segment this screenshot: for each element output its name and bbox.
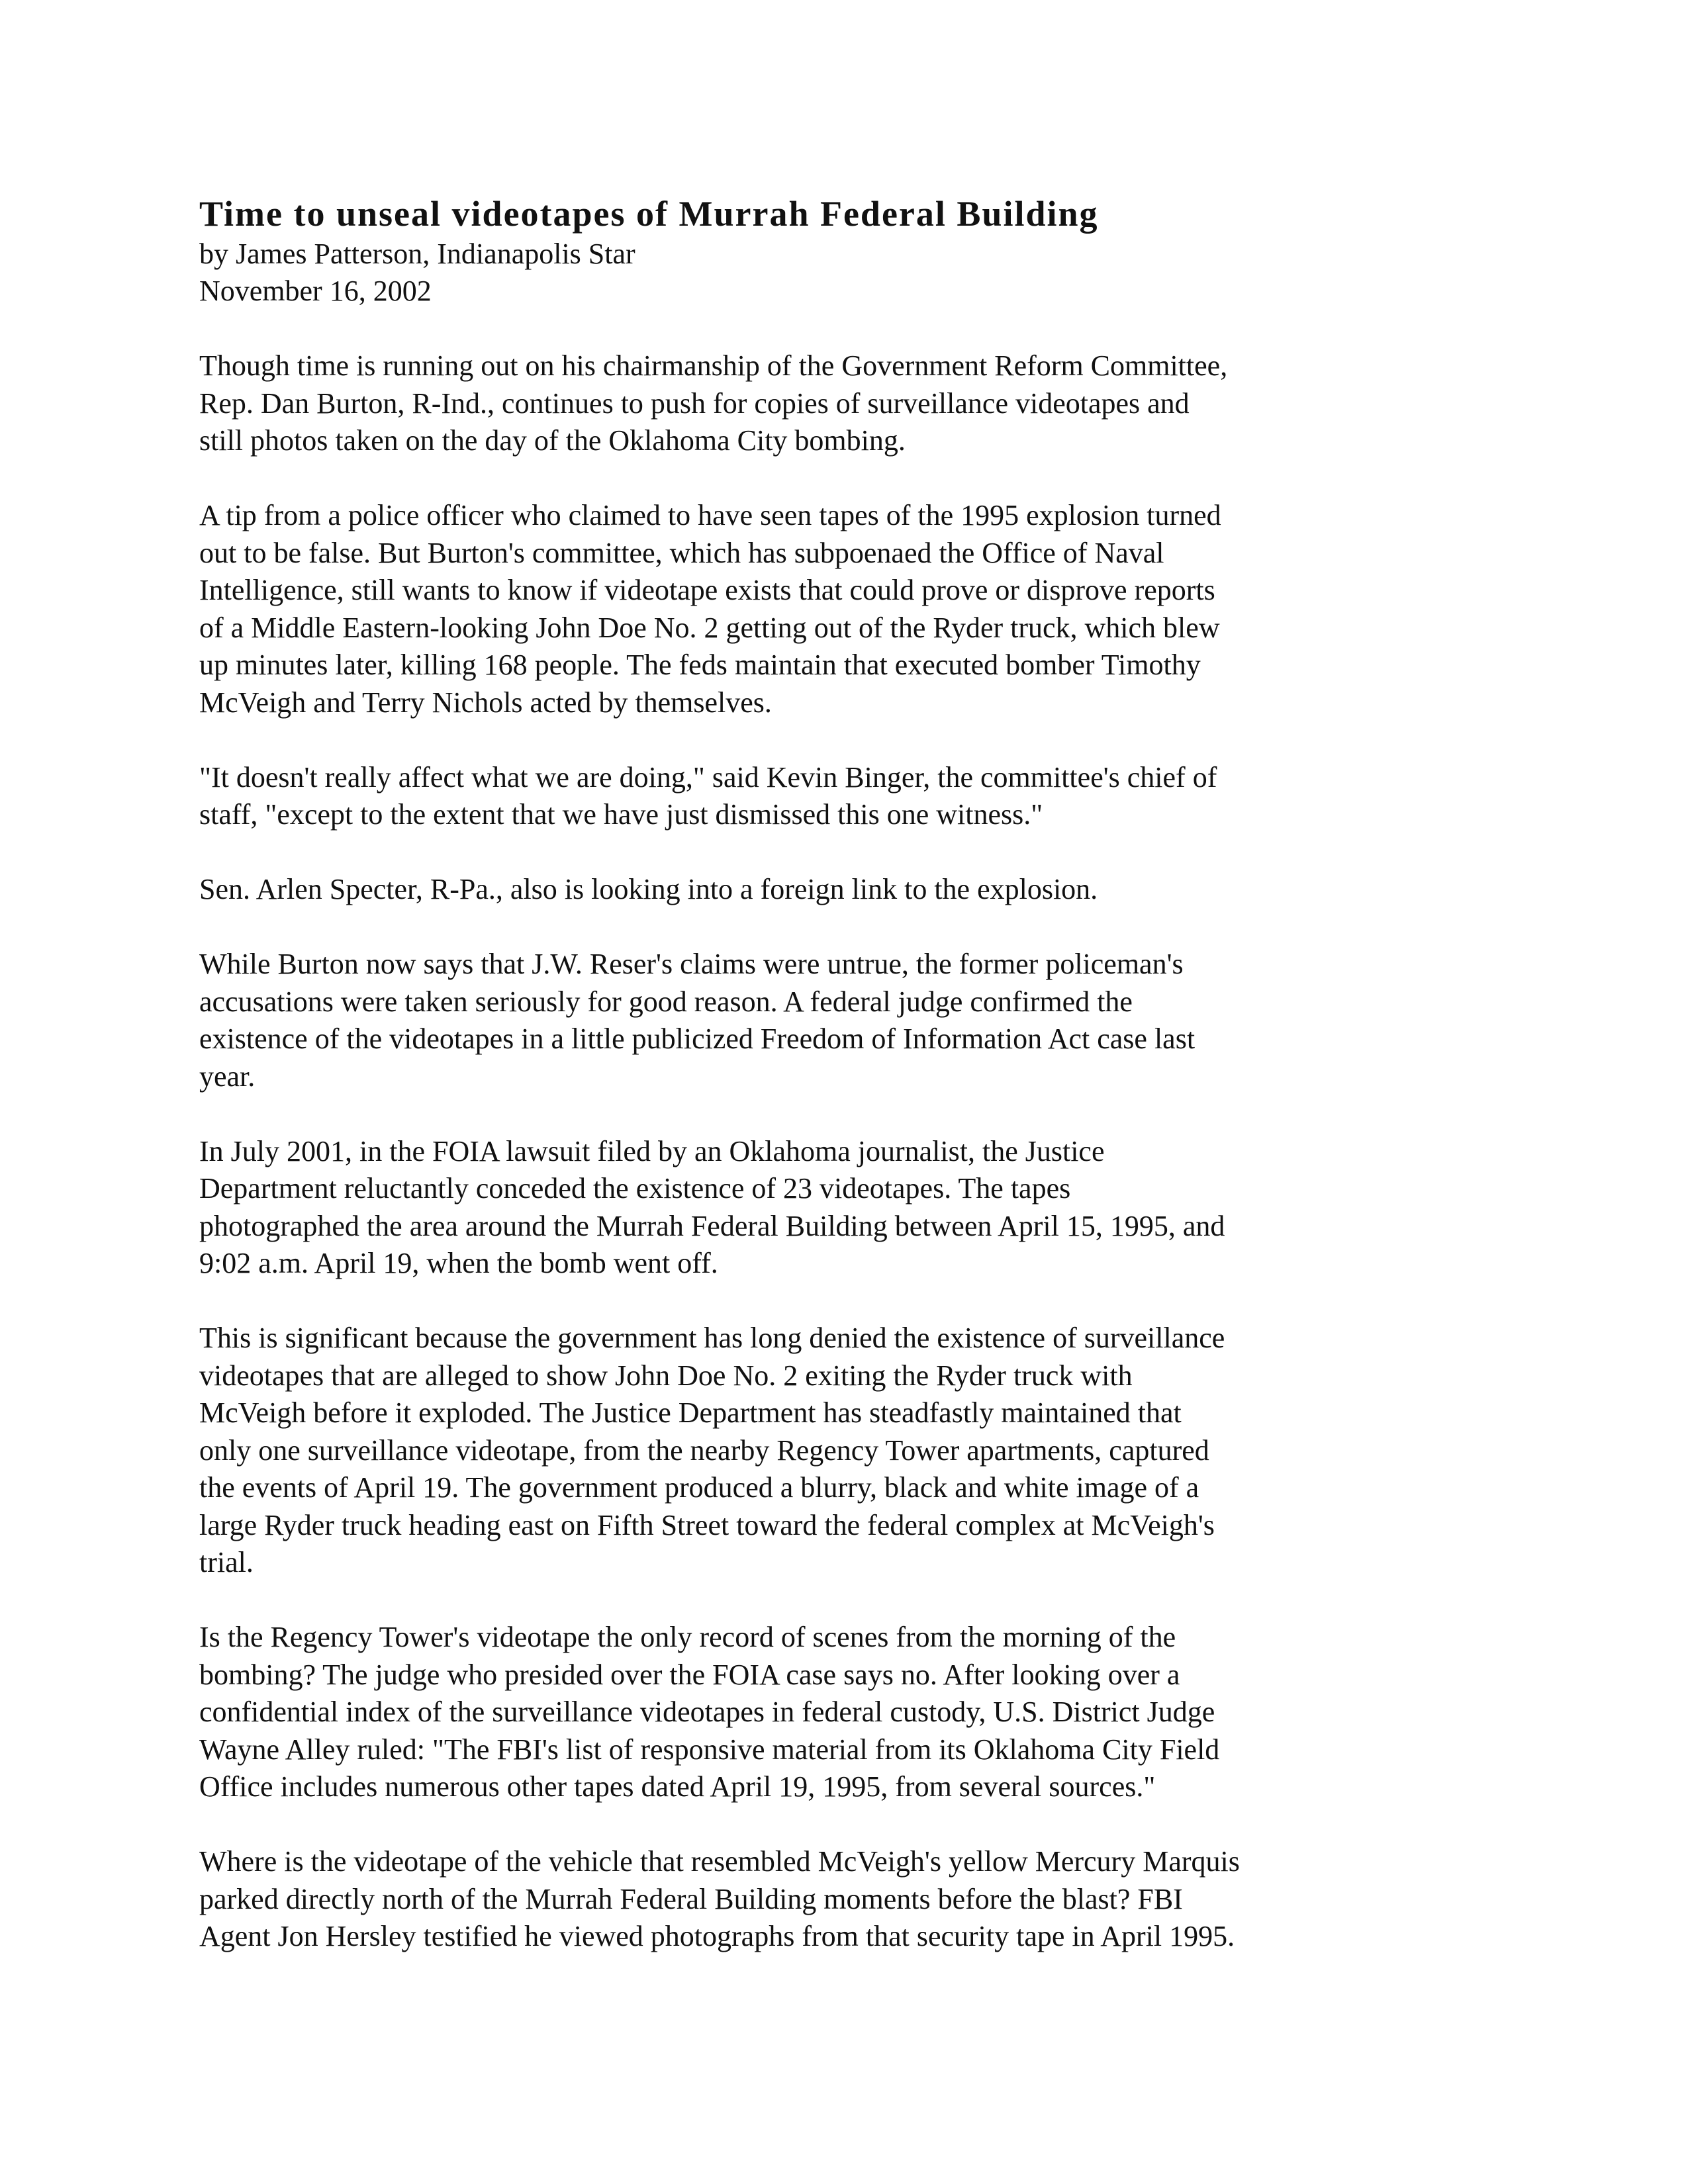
article-byline: by James Patterson, Indianapolis Star (199, 238, 635, 270)
paragraph-line: confidential index of the surveillance videotapes in federal custody, U.S. District Judge (199, 1696, 1215, 1728)
article-paragraph (199, 1133, 1490, 1283)
article-paragraph (199, 347, 1490, 460)
paragraph-line: out to be false. But Burton's committee, which has subpoenaed the Office of Naval (199, 536, 1164, 569)
article-paragraph (199, 759, 1490, 834)
paragraph-line: 9:02 a.m. April 19, when the bomb went off. (199, 1247, 718, 1279)
paragraph-line: Rep. Dan Burton, R-Ind., continues to push for copies of surveillance videotapes and (199, 387, 1190, 420)
paragraph-line: Is the Regency Tower's videotape the only record of scenes from the morning of the (199, 1621, 1176, 1653)
paragraph-line: Agent Jon Hersley testified he viewed photographs from that security tape in April 1995. (199, 1920, 1235, 1952)
paragraph-line: existence of the videotapes in a little publicized Freedom of Information Act case last (199, 1023, 1196, 1055)
paragraph-line: still photos taken on the day of the Oklahoma City bombing. (199, 424, 906, 457)
paragraph-line: only one surveillance videotape, from the nearby Regency Tower apartments, captured (199, 1433, 1209, 1467)
paragraph-line: Wayne Alley ruled: "The FBI's list of responsive material from its Oklahoma City Field (199, 1733, 1220, 1766)
paragraph-line: photographed the area around the Murrah Federal Building between April 15, 1995, and (199, 1209, 1225, 1242)
article-paragraph (199, 871, 1490, 909)
paragraph-line: McVeigh before it exploded. The Justice Department has steadfastly maintained that (199, 1396, 1182, 1429)
document-page (199, 192, 1490, 1993)
paragraph-line: Department reluctantly conceded the existence of 23 videotapes. The tapes (199, 1172, 1071, 1205)
paragraph-line: up minutes later, killing 168 people. The feds maintain that executed bomber Timothy (199, 649, 1201, 681)
paragraph-line: Intelligence, still wants to know if videotape exists that could prove or disprove reports (199, 574, 1215, 606)
article-paragraph (199, 1320, 1490, 1582)
paragraph-line: trial. (199, 1546, 254, 1578)
paragraph-line: large Ryder truck heading east on Fifth Street toward the federal complex at McVeigh's (199, 1508, 1215, 1541)
article-paragraph (199, 946, 1490, 1095)
paragraph-line: McVeigh and Terry Nichols acted by themselves. (199, 686, 772, 719)
paragraph-line: accusations were taken seriously for good reason. A federal judge confirmed the (199, 985, 1133, 1018)
paragraph-line: Office includes numerous other tapes dated April 19, 1995, from several sources." (199, 1770, 1156, 1803)
paragraph-line: Where is the videotape of the vehicle that resembled McVeigh's yellow Mercury Marquis (199, 1845, 1240, 1878)
article-paragraph (199, 1843, 1490, 1956)
article-paragraph (199, 1619, 1490, 1806)
paragraph-line: This is significant because the government has long denied the existence of surveillance (199, 1322, 1225, 1354)
paragraph-line: "It doesn't really affect what we are doing," said Kevin Binger, the committee's chief of (199, 760, 1217, 794)
paragraph-line: staff, "except to the extent that we have just dismissed this one witness." (199, 798, 1043, 831)
article-date: November 16, 2002 (199, 275, 432, 307)
paragraph-line: of a Middle Eastern-looking John Doe No. 2 getting out of the Ryder truck, which blew (199, 611, 1220, 644)
paragraph-line: While Burton now says that J.W. Reser's claims were untrue, the former policeman's (199, 948, 1184, 980)
paragraph-line: parked directly north of the Murrah Federal Building moments before the blast? FBI (199, 1882, 1183, 1915)
paragraph-line: bombing? The judge who presided over the FOIA case says no. After looking over a (199, 1658, 1180, 1691)
paragraph-line: videotapes that are alleged to show John Doe No. 2 exiting the Ryder truck with (199, 1359, 1133, 1392)
article-paragraph (199, 497, 1490, 721)
paragraph-line: Though time is running out on his chairmanship of the Government Reform Committee, (199, 349, 1228, 382)
paragraph-line: Sen. Arlen Specter, R-Pa., also is looking into a foreign link to the explosion. (199, 873, 1098, 905)
article-body (199, 347, 1490, 1956)
article-title: Time to unseal videotapes of Murrah Federal Building (199, 194, 1099, 234)
paragraph-line: the events of April 19. The government produced a blurry, black and white image of a (199, 1471, 1199, 1504)
paragraph-line: A tip from a police officer who claimed to have seen tapes of the 1995 explosion turned (199, 499, 1221, 531)
paragraph-line: year. (199, 1060, 256, 1093)
paragraph-line: In July 2001, in the FOIA lawsuit filed by an Oklahoma journalist, the Justice (199, 1134, 1105, 1167)
